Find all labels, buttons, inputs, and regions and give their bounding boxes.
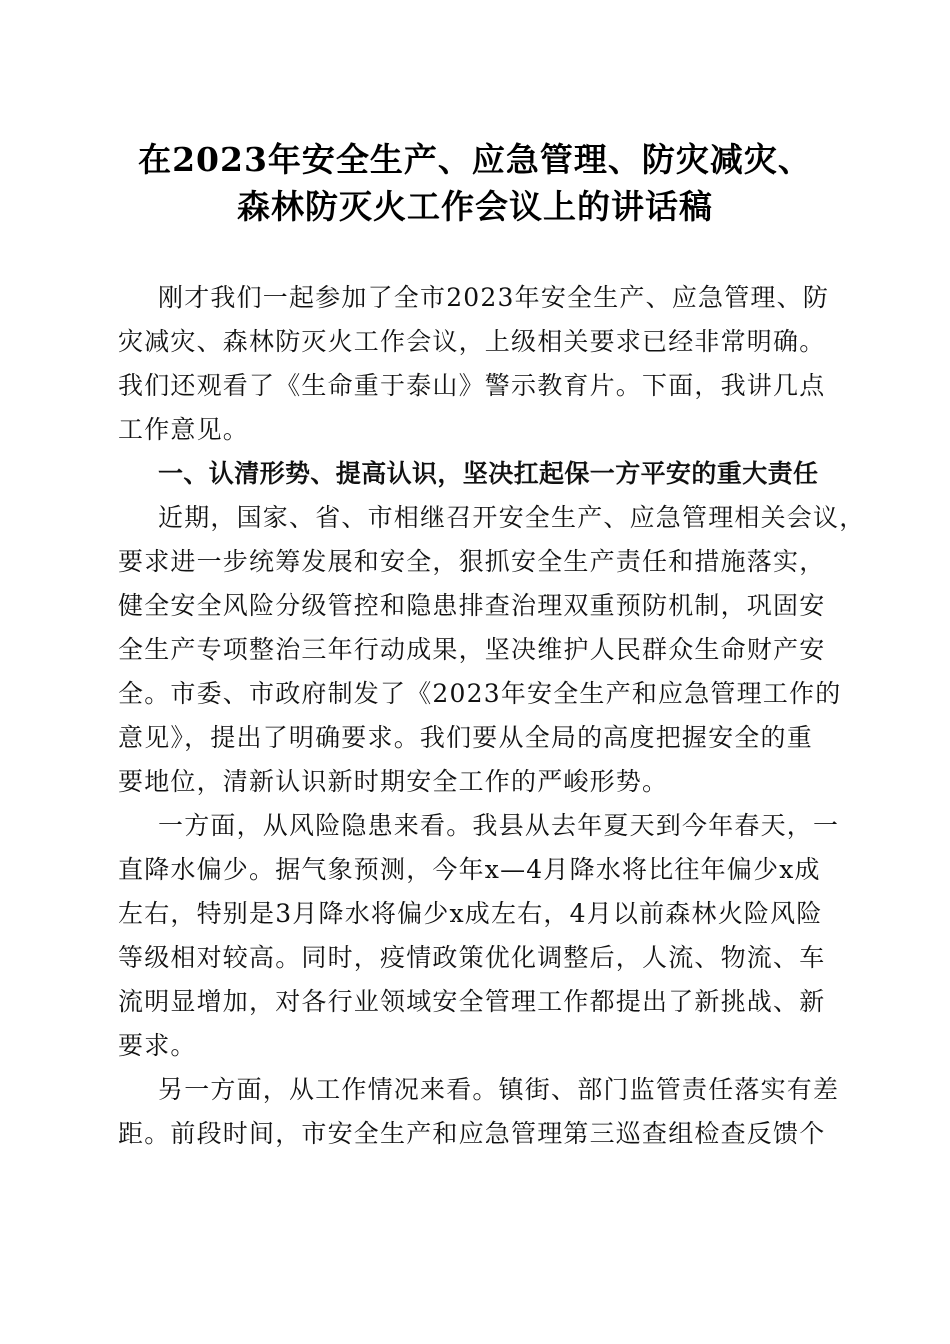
paragraph-line: 左右，特别是3月降水将偏少x成左右，4月以前森林火险风险: [118, 899, 823, 928]
paragraph-line: 近期，国家、省、市相继召开安全生产、应急管理相关会议，: [158, 503, 866, 532]
paragraph-line: 距。前段时间，市安全生产和应急管理第三巡查组检查反馈个: [118, 1119, 826, 1148]
paragraph-line: 要求进一步统筹发展和安全，狠抓安全生产责任和措施落实，: [118, 547, 826, 576]
paragraph-line: 灾减灾、森林防灭火工作会议，上级相关要求已经非常明确。: [118, 327, 826, 356]
paragraph-risk: [118, 804, 838, 1068]
document-body: [118, 276, 866, 1156]
paragraph-line: 流明显增加，对各行业领域安全管理工作都提出了新挑战、新: [118, 987, 826, 1016]
paragraph-work-status: [118, 1068, 838, 1156]
document-title-line-2: 森林防灭火工作会议上的讲话稿: [237, 187, 713, 226]
document-title-line-1: 在2023年安全生产、应急管理、防灾减灾、: [138, 140, 812, 179]
paragraph-line: 意见》，提出了明确要求。我们要从全局的高度把握安全的重: [118, 723, 813, 752]
paragraph-line: 等级相对较高。同时，疫情政策优化调整后，人流、物流、车: [118, 943, 826, 972]
section-heading-1: [118, 452, 838, 496]
paragraph-intro: [118, 276, 838, 452]
paragraph-line: 健全安全风险分级管控和隐患排查治理双重预防机制，巩固安: [118, 591, 826, 620]
paragraph-line: 要求。: [118, 1031, 197, 1060]
section-heading: 一、认清形势、提高认识，坚决扛起保一方平安的重大责任: [158, 459, 819, 488]
paragraph-line: 直降水偏少。据气象预测，今年x—4月降水将比往年偏少x成: [118, 855, 821, 884]
paragraph-line: 另一方面，从工作情况来看。镇街、部门监管责任落实有差: [158, 1075, 840, 1104]
paragraph-line: 一方面，从风险隐患来看。我县从去年夏天到今年春天，一: [158, 811, 840, 840]
paragraph-line: 我们还观看了《生命重于泰山》警示教育片。下面，我讲几点: [118, 371, 826, 400]
paragraph-situation: [118, 496, 866, 804]
paragraph-line: 刚才我们一起参加了全市2023年安全生产、应急管理、防: [158, 283, 830, 312]
paragraph-line: 全。市委、市政府制发了《2023年安全生产和应急管理工作的: [118, 679, 842, 708]
paragraph-line: 要地位，清新认识新时期安全工作的严峻形势。: [118, 767, 669, 796]
paragraph-line: 工作意见。: [118, 415, 250, 444]
paragraph-line: 全生产专项整治三年行动成果，坚决维护人民群众生命财产安: [118, 635, 826, 664]
